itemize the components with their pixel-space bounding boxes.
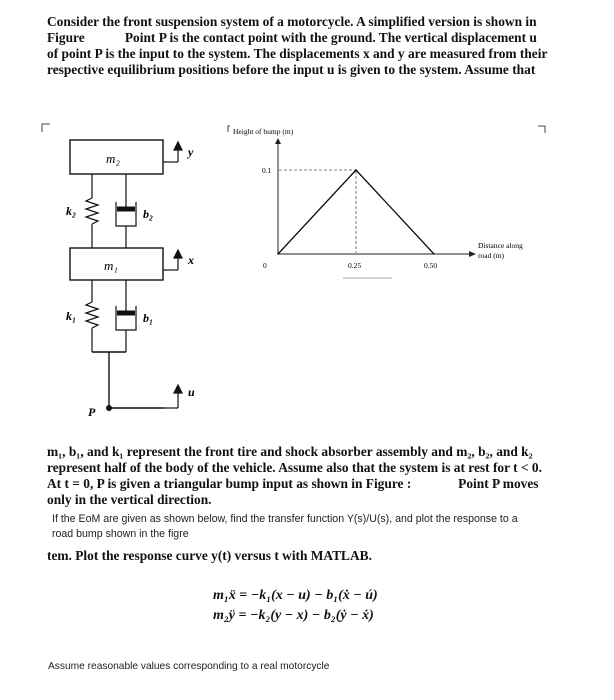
body-line: At t = 0, P is given a triangular bump input as shown in Figure : Point P moves: [47, 476, 539, 491]
equation-m2: m₂ÿ = −k₂(y − x) − b₂(ẏ − ẋ): [213, 608, 374, 623]
disp-x-label: x: [188, 253, 194, 267]
equation-m1: m₁ẍ = −k₁(x − u) − b₁(ẋ − ú): [213, 588, 378, 603]
y-axis-arrow: [275, 138, 281, 144]
point-p-label: P: [88, 405, 96, 419]
mass-m1-label: m₁: [104, 258, 118, 273]
disp-u-label: u: [188, 385, 195, 399]
intro-line: Consider the front suspension system of a motorcycle. A simplified version is shown in: [47, 14, 537, 29]
chart-xlabel-line2: road (m): [478, 251, 505, 260]
xtick-label-2: 0.50: [424, 261, 438, 270]
ytick-label: 0.1: [262, 166, 272, 175]
bump-profile-point: [355, 169, 357, 171]
body-line: represent half of the body of the vehicle. Assume also that the system is at rest for t < 0.: [47, 460, 542, 475]
eom-note-line: If the EoM are given as shown below, find the transfer function Y(s)/U(s), and plot the response to a: [52, 513, 518, 525]
spring-k2-label: k₂: [66, 204, 77, 218]
footer-note: Assume reasonable values corresponding to a real motorcycle: [48, 661, 330, 672]
bump-profile-point: [433, 253, 435, 255]
body-line: only in the vertical direction.: [47, 492, 212, 507]
spring-k1-label: k₁: [66, 309, 77, 323]
chart-xlabel-line1: Distance along: [478, 241, 523, 250]
damper-b1-label: b₁: [143, 311, 154, 325]
intro-line: respective equilibrium positions before the input u is given to the system. Assume that: [47, 62, 536, 77]
disp-y-label: y: [188, 145, 194, 159]
eom-note-line: road bump shown in the figre: [52, 528, 189, 540]
body-line: m₁, b₁, and k₁ represent the front tire and shock absorber assembly and m₂, b₂, and k₂: [47, 444, 533, 459]
chart-ylabel: Height of bump (m): [233, 127, 294, 136]
damper-b2-label: b₂: [143, 207, 154, 221]
matlab-instruction: tem. Plot the response curve y(t) versus t with MATLAB.: [47, 548, 372, 563]
mass-m2-label: m₂: [106, 151, 120, 166]
intro-line: Figure Point P is the contact point with the ground. The vertical displacement u: [47, 30, 537, 45]
x-axis-arrow: [469, 251, 476, 257]
intro-line: of point P is the input to the system. The displacements x and y are measured from their: [47, 46, 548, 61]
xtick-label-1: 0.25: [348, 261, 362, 270]
xtick-label-0: 0: [263, 261, 267, 270]
bump-profile-point: [277, 253, 279, 255]
